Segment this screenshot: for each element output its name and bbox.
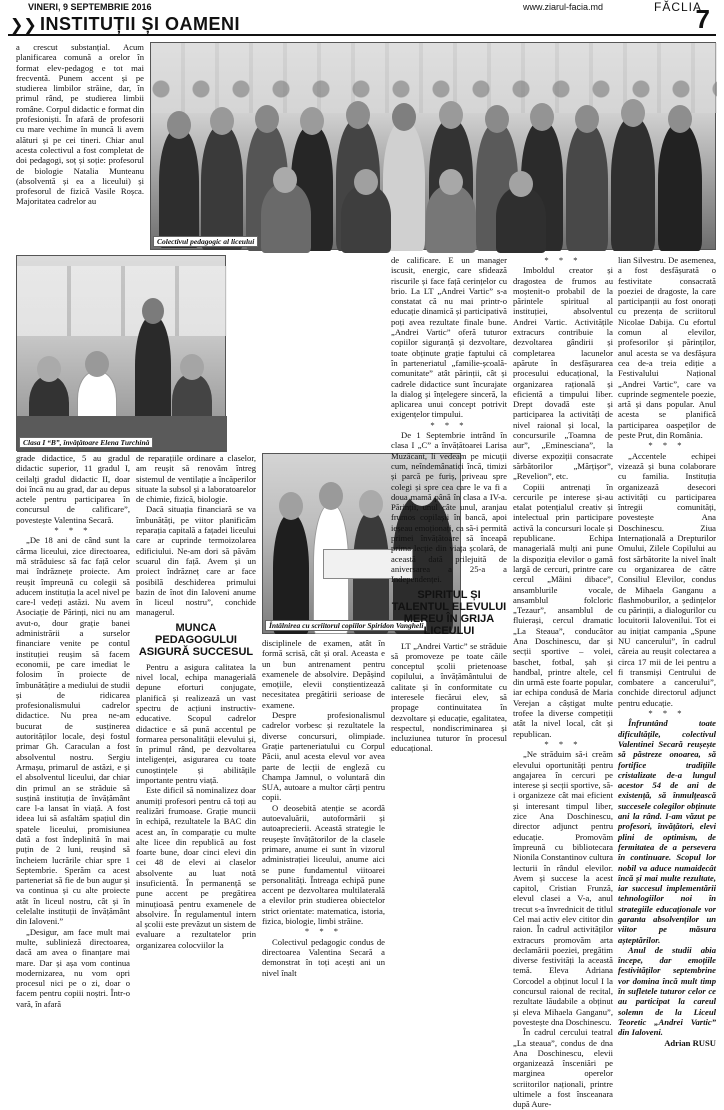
paragraph: De 1 Septembrie intrând în clasa I „C” a învățătoarei Larisa Muzâcant, li vedeam pe micuții cum, neîndemânatici încă, timizi și parcă pe furiș, priveau spre colegi și spre cea care le va fi a doua mamă până în clasa a IV-a. Părinții, unul câte unul, aranjau frumos copilașii în bancă, apoi ieșeau emoționați, ca să-i permită primei învățătoare să înceapă prima lecție din viața școlară, de această dată prilejuită de aniversarea a 25-a a Independenței. [391, 430, 507, 585]
article-column-c [262, 638, 385, 1019]
article-column-e [513, 255, 613, 1110]
author-signature: Adrian RUSU [664, 1037, 716, 1048]
paragraph: LT „Andrei Vartic” se străduie să promoveze pe toate căile conceptul școlii prietenoase copilului, a învățământului de calitate și în conformitate cu interesele fiecărui elev, să propage continuitatea în dezvoltare și educație, egalitatea, respectul, nondiscriminarea și incluziunea tuturor în procesul educațional. [391, 640, 507, 754]
article-column-b [136, 453, 256, 1019]
article-column-a [16, 453, 130, 1019]
subheading: MUNCA PEDAGOGULUI ASIGURĂ SUCCESUL [138, 621, 254, 658]
paragraph: Este dificil să nominalizez doar anumiți profesori pentru că toți au realizări frumoase. Grație muncii în echipă, rezultatele la BAC din acest an, în comparație cu multe alte licee din republică au fost foarte bune, doar cinci elevi din cei 48 de elevi ai claselor absolvente au luat notă insuficientă. În permanență se pune accent pe pregătirea minuțioasă pentru examenele de absolvire. În regulamentul intern al școlii este prevăzut un sistem de evaluare a rezultatelor prin organizarea colocviilor la [136, 785, 256, 950]
double-arrow-icon: ❯❯ [10, 15, 37, 34]
separator-stars: * * * [304, 926, 343, 937]
article-column-1 [16, 42, 144, 252]
photo-caption: Întâlnirea cu scriitorul copiilor Spiridon Vangheli [265, 620, 427, 631]
separator-stars: * * * [648, 708, 686, 719]
paragraph: de calificare. E un manager iscusit, energic, care sfidează riscurile și face față cerințelor cu brio. La LT „Andrei Vartic” s-a constatat că nu mai printr-o educație dinamică și participativă poți avea rezultate finale bune. „Andrei Vartic” oferă tuturor copiilor siguranță și dezvoltare, toate obținute grație faptului că în parteneriatul „familie-școală-comunitate” atât părinții, cât și cadrele didactice sunt încurajate la dialog și înțelegere sinceră, la aplicarea unui concept potrivit exigențelor timpului. [391, 255, 507, 420]
subheading: SPIRITUL ȘI TALENTUL ELEVULUI MEREU ÎN GRIJA LICEULUI [391, 588, 507, 637]
separator-stars: * * * [544, 738, 582, 749]
article-column-d [391, 255, 507, 1019]
photo-classroom [16, 255, 226, 451]
photo-caption: Clasa I “B”, învățătoare Elena Turchină [19, 437, 153, 448]
issue-date: VINERI, 9 SEPTEMBRIE 2016 [28, 2, 152, 12]
paragraph: „Accentele echipei vizează și buna colaborare cu familia. Instituția organizează desecori activități cu participarea întregii comunități, povestește Ana Doschinescu. Ziua Internațională a Drepturilor Omului, Zilele Copilului au fost sărbătorite la nivel înalt cu organizarea de către Consiliul Elevilor, condus de Mihaela Ganganu a flashmoburilor, a ședințelor cu părinții, a dialogurilor cu locuitorii Ialovenilui. Tot ei au inițiat campania „Spune NU cancerului”, în cadrul căreia au reușit colectarea a circa 17 mii de lei pentru a fi transmiși Centrului de combatere a cancerului”, conchide directorul adjunct pentru educație. [618, 450, 716, 708]
separator-stars: * * * [648, 440, 686, 451]
website-link[interactable]: www.ziarul-facia.md [523, 2, 604, 12]
article-column-f [618, 255, 716, 1048]
paragraph: „Desigur, am face mult mai multe, sublinieză directoarea, dacă am avea o finanțare mai mare. Dar și așa vom continua modernizarea, nu vom opri procesul nici pe o zi, doar o facem pentru copiii noștri. Într-o vară, în afară [16, 926, 130, 1009]
paragraph: În cadrul cercului teatral „La steaua”, condus de dna Ana Doschinescu, elevii organizează însceniări pe marginea operelor scriitorilor naționali, printre ultimele a fost însceanara după Aure- [513, 1027, 613, 1110]
section-title: INSTITUȚII ȘI OAMENI [40, 14, 241, 34]
paragraph: disciplinele de examen, atât în formă scrisă, cât și oral. Aceasta e un bun antrenament pentru examenele de absolvire. Depășind emoțiile, elevii conștientizează necesitatea pregătirii serioase de examene. [262, 638, 385, 710]
paragraph: grade didactice, 5 au gradul didactic superior, 11 gradul I, ceilalți gradul didactic II, doar doi încă nu au grad, dar au depus actele pentru participarea în concursul de calificare”, povestește Valentina Secară. [16, 453, 130, 525]
paragraph: Despre profesionalismul cadrelor vorbesc și rezultatele la diverse concursuri, olimpiade. Grație parteneriatului cu Corpul Păcii, anul acesta elevul vor avea parte de lecții de engleză cu Champa Jamnul, o voluntară din SUA, autoare a multor cărți pentru copii. [262, 710, 385, 803]
paragraph: Imboldul creator și dragostea de frumos au moștenit-o probabil de la părintele spiritual al instituției, absolventul Andrei Vartic. Activitățile extracurs contribuie la dezvoltarea gândirii și completarea lacunelor apărute în desfășurarea procesului educațional, la organizarea rațională și eficientă a timpului liber. Drept dovadă este și participarea la activități de nivel raional și local, la concursurile „Toamna de aur”, „Eminesciana”, la diverse expoziții consacrate sărbătorilor „Mărțișor”, „Revelion”, etc. [513, 265, 613, 482]
top-header [8, 0, 716, 14]
paragraph: lian Silvestru. De asemenea, a fost desfășurată o festivitate consacrată poeziei de dragoste, la care participanții au fost onorați cu prezența de scriitorul Nicolae Dabija. Cu efortul comun al elevilor, profesorilor și părinților, anul acesta se va desfășura cea de-a treia ediție a Festivalului Național „Andrei Vartic”, care va cuprinde segmentele poezie, artă și dans popular. Anul acesta se planifică participarea oaspeților de peste Prut, din România. [618, 255, 716, 441]
newspaper-name: FĂCLIA [653, 0, 702, 14]
paragraph: Pentru a asigura calitatea la nivel local, echipa managerială depune eforturi conjugate, planifică și realizează un vast spectru de acțiuni instructiv-educative. Scopul cadrelor didactice e să pună accentul pe formarea personalității elevului și, în primul rând, pe dezvoltarea inteligenței, asigurarea cu toate cunoștințele și abilitățile importante pentru viață. [136, 661, 256, 786]
paragraph: „De 18 ani de când sunt la cârma liceului, zice directoarea, mă străduiesc să fac față celor mai îndrăznețe proiecte. Am reușit împreună cu colegii să aducem instituția la acel nivel pe care-l vedeți astăzi. Nu avem Asociație de Părinți, nici nu am avut-o, dour grație banei administrării a surselor financiare venite pe contul instituției reușim să facem economii, pe care imediat le folosim în proiecte de îmbunătățire a mediului de studii și de ridicarea profesionalismului cadrelor didactice. Nu prea ne-am bucurat de susținerea autorităților locale, deși fostul primar Gh. Caraculan a fost absolventul nostru. Sergiu Armașu, primarul de astăzi, e și el absolventul liceului, dar chiar din primul an se străduie să susțină instituția de învățământ care l-a lansat în viață. A fost ideea lui să asfaltăm spațiul din spatele liceului, promisiunea dată a fost îndeplinită în mai puțin de 2 luni, reușind să încheiem lucrările chiar spre 1 Septembrie. Sperăm ca acest parteneriat să fie de bun augur și va continua și cu alte proiecte atât în liceul nostru, cât și în celelalte instituții de învățământ din Ialoveni.” [16, 535, 130, 927]
paragraph: Colectivul pedagogic condus de directoarea Valentina Secară a demonstrat în toți acești ani un nivel înalt [262, 936, 385, 978]
paragraph-emphasis: Înfruntând toate dificultățile, colectivul Valentinei Secară reușește să păstreze onoarea, să fortifice tradițiile cristalizate de-a lungul acestor 54 de ani de existență, să înmulțească succesele colegilor obținute ani la rând. I-am văzut pe profesori, învățători, elevi plini de optimism, de fermitatea de a persevera în continuare. Scopul lor nobil va aduce numaidecât încă și mai multe rezultate, iar succesul implementării tehnologiilor noi în strategiile educaționale vor garanta absolvenților un viitor pe măsura așteptărilor. [618, 718, 716, 945]
separator-stars: * * * [544, 255, 582, 265]
page-number: 7 [695, 4, 710, 34]
photo-pedagogical-staff [150, 42, 716, 250]
separator-stars: * * * [430, 419, 468, 430]
paragraph: „Ne străduim să-i creăm elevului oportunități pentru angajarea în cercuri pe interese și secții sportive, să-i organizeze cât mai eficient și interesant timpul liber, zice Ana Doschinescu, director adjunct pentru educație. Promovăm împreună cu bibliotecara Nionila Constantinov cultura lecturii în rândul elevilor. Avem și succese la acest capitol, Cristian Frunză, elevul clasei a V-a, anul trecut s-a învrednicit de titlul Cel mai activ elev cititor din raion. În cadrul activităților extracurs promovăm arta declamării poeziei, pregătim diverse festivități la această temă. Eleva Adriana Corcodel a obținut locul I la concursul raional de recital, rezultate lăudabile a obținut și eleva Mihaela Ganganu”, povestește dna Doschinescu. [513, 749, 613, 1027]
separator-stars: * * * [54, 525, 92, 536]
paragraph: a crescut substanțial. Acum planificarea comună a orelor în format elev-pedagog e tot mai frecventă. Punem accent și pe studierea limbilor străine, dar, în primul rând, pe studierea limbii române. Corpul didactic e format din profesioniști. În afară de profesorii cu mare vechime în muncă li avem alături și pe cei tineri. Chiar anul acesta colectivul a fost completat de doi pedagogi, soț și soție: profesorul de biologie Natalia Munteanu (absolventă și ea a liceului) și profesorul de fizică Vasile Roșca. Majoritatea cadrelor au [16, 42, 144, 207]
paragraph-emphasis: Anul de studii abia începe, dar emoțiile festivităților septembrine vor domina încă mult timp în sufletele tuturor celor ce au participat la careul solemn de la Liceul Teoretic „Andrei Vartic” din Ialoveni. [618, 944, 716, 1038]
paragraph: Dacă situația financiară se va îmbunătăți, pe viitor planificăm reparația capitală a fațadei liceului care ar cuprinde termoizolarea edificiului. Ne-am dori să păvăm scuarul din față. Avem și un proiect îndrăzneț care ar face posibilă deschiderea primului bazin de înot din Ialoveni anume în liceul nostru”, conchide managerul. [136, 504, 256, 618]
paragraph: Copiii antrenați în cercurile pe interese și-au etalat potențialul creativ și intelectual prin participare activă la concursuri locale și republicane. Echipa managerială mulți ani pune la dispoziția elevilor o gamă largă de cercuri, printre care cercul „Mâini dibace”, ansamblurile vocale, ansamblul folcloric „Tezaur”, ansamblul de fluierași, cercul dramatic „La Steaua”, conducător Ana Doschinescu, dar și secții sportive – volei, baschet, fotbal, șah și handbal, printre altele, cel din urmă este foarte popular, iar echipa condusă de Maria Verejan a câștigat multe trofee la diverse competiții atât la nivel local, cât și republican. [513, 481, 613, 739]
photo-caption: Colectivul pedagogic al liceului [153, 236, 258, 247]
paragraph: de reparațiile ordinare a claselor, am reușit să renovăm întreg sistemul de ventilație a încăperilor situate la subsol și a laboratoarelor de chimie, fizică, biologie. [136, 453, 256, 505]
paragraph: O deosebită atenție se acordă autoevaluării, autoformării și autoaprecierii. Această strategie le reușește învățătorilor de la clasele primare, anume ei sunt în vizorul administrației liceului, anume aici se pune fundamentul viitoarei personalități. Întreaga echipă pune accent pe dezvoltarea multilaterală a elevilor prin studierea obiectelor strict orientate: matematica, istoria, fizica, biologie, limbi străine. [262, 802, 385, 927]
